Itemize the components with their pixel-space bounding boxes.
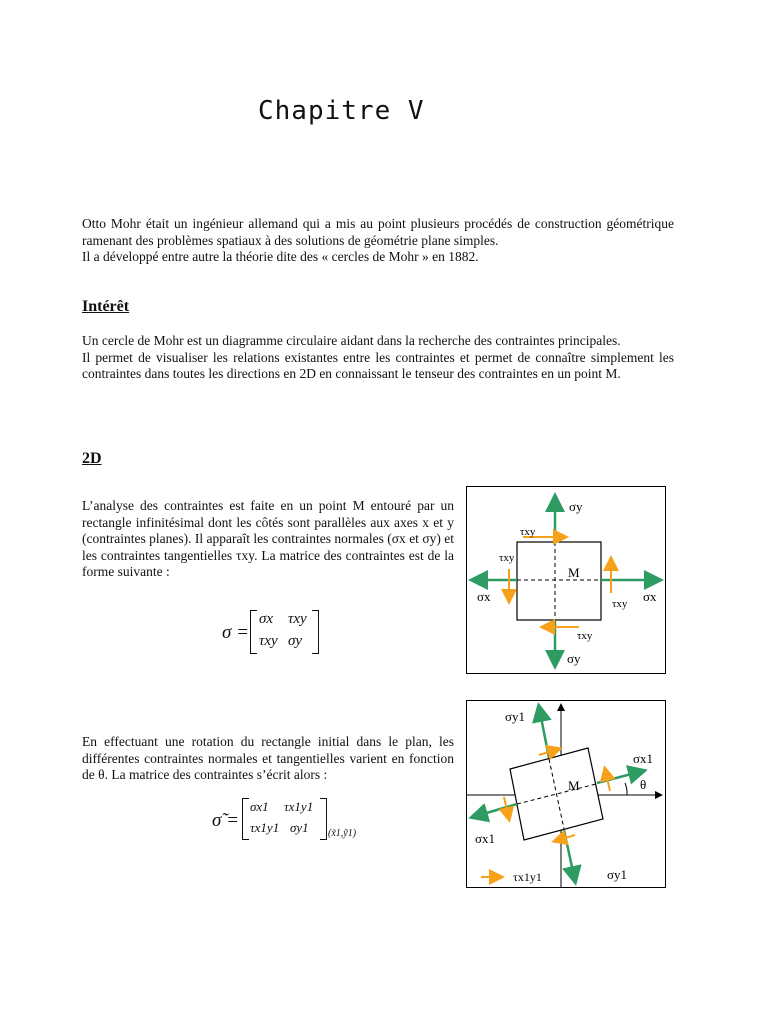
label-tau-xy-top: τxy <box>520 526 536 538</box>
analysis-paragraph: L’analyse des contraintes est faite en un point M entouré par un rectangle infinitésimal dont les côtés sont parallèles aux axes x et y (contraintes planes). Il apparaît les contraintes normales (σx et σy) et les contraintes tangentielles τxy. La matrice des contraintes est de la forme suivante : <box>82 498 454 579</box>
equation-lhs: σ = <box>222 622 249 643</box>
label-point-m-rotated: M <box>568 778 580 793</box>
label-sigma-x-left: σx <box>477 589 491 604</box>
label-tau-xy-bottom: τxy <box>577 630 593 642</box>
matrix2-cell-21: τx1y1 <box>250 820 280 835</box>
left-bracket-2 <box>242 798 249 840</box>
interet-paragraph <box>82 333 674 383</box>
label-sigma-x1-right: σx1 <box>633 751 654 766</box>
label-sigma-y-top: σy <box>569 499 583 514</box>
intro-line-2: Il a développé entre autre la théorie dite des « cercles de Mohr » en 1882. <box>82 249 479 264</box>
matrix2-cell-12: τx1y1 <box>284 799 314 814</box>
label-point-m: M <box>568 565 580 580</box>
rotated-element-figure <box>466 700 666 888</box>
theta-arc <box>625 783 627 795</box>
matrix-cell-22: σy <box>288 633 303 649</box>
element-square <box>517 542 601 620</box>
interet-heading: Intérêt <box>82 298 130 315</box>
stress-element-figure <box>466 486 666 674</box>
label-tau-x1y1: τx1y1 <box>513 870 542 884</box>
right-bracket-2 <box>320 798 327 840</box>
intro-line-1: Otto Mohr était un ingénieur allemand qui a mis au point plusieurs procédés de construction géométrique ramenant des problèmes spatiaux à des solutions de géométrie plane simples. <box>82 216 674 248</box>
label-sigma-y-bottom: σy <box>567 651 581 666</box>
right-bracket <box>312 610 319 654</box>
interet-line-2: Il permet de visualiser les relations existantes entre les contraintes et permet de connaître simplement les contraintes dans toutes les directions en 2D en connaissant le tenseur des contraintes en un point M. <box>82 349 674 381</box>
label-sigma-x1-left: σx1 <box>475 831 496 846</box>
matrix2-cell-11: σx1 <box>250 799 269 814</box>
matrix2-cell-22: σy1 <box>290 820 309 835</box>
matrix-cell-11: σx <box>259 611 274 627</box>
section-2d-heading: 2D <box>82 450 102 467</box>
label-tau-xy-left: τxy <box>499 552 515 564</box>
label-sigma-x-right: σx <box>643 589 657 604</box>
label-theta: θ <box>640 777 647 792</box>
matrix-cell-21: τxy <box>259 633 278 649</box>
chapter-title: Chapitre V <box>258 96 425 126</box>
rotation-paragraph: En effectuant une rotation du rectangle initial dans le plan, les différentes contraintes normales et tangentielles varient en fonction de θ. La matrice des contraintes s’écrit alors : <box>82 734 454 782</box>
left-bracket <box>250 610 257 654</box>
rotated-matrix-equation <box>212 796 372 846</box>
stress-matrix-equation <box>222 608 322 658</box>
intro-paragraph <box>82 216 674 266</box>
matrix-cell-12: τxy <box>288 611 307 627</box>
basis-subscript: (x̃1,ỹ1) <box>328 828 357 839</box>
label-sigma-y1-bottom: σy1 <box>607 867 628 882</box>
equation2-lhs: σ̃ = <box>212 810 239 831</box>
interet-line-1: Un cercle de Mohr est un diagramme circulaire aidant dans la recherche des contraintes principales. <box>82 333 621 348</box>
label-sigma-y1-top: σy1 <box>505 709 526 724</box>
label-tau-xy-right: τxy <box>612 598 628 610</box>
